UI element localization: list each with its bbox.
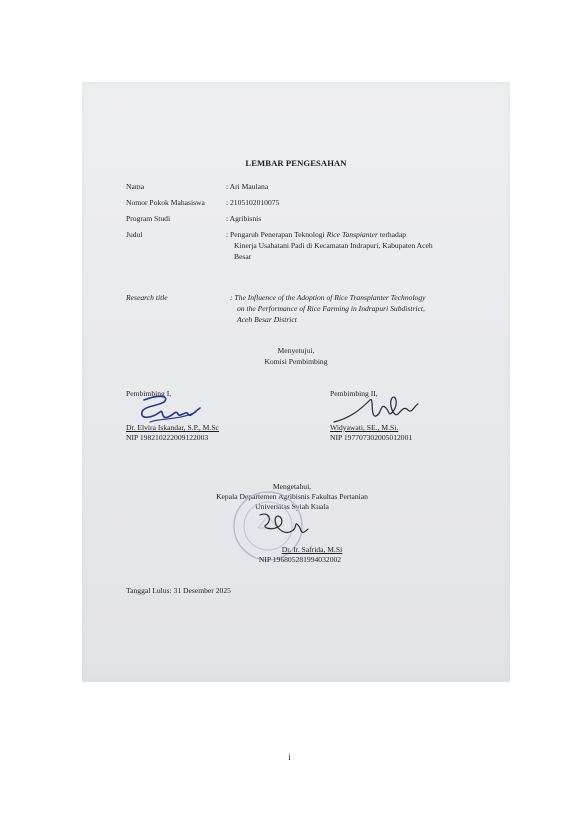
research-title-line2: on the Performance of Rice Farming in Indrapuri Subdistrict, xyxy=(237,304,425,313)
head-line1: Mengetahui, xyxy=(272,482,312,491)
field-value-program: : Agribisnis xyxy=(226,214,262,223)
field-value-judul-line2: Kinerja Usahatani Padi di Kecamatan Indrapuri, Kabupaten Aceh xyxy=(234,241,433,250)
head-line2: Kepala Departemen Agribisnis Fakultas Pertanian xyxy=(216,492,368,501)
field-label-judul: Judul xyxy=(126,230,143,239)
advisor2-name: Widyawati, SE., M.Si. xyxy=(330,423,399,432)
field-value-judul-line1: : Pengaruh Penerapan Teknologi Rice Tanspianter terhadap xyxy=(226,230,407,239)
field-value-judul-line3: Besar xyxy=(234,252,252,261)
advisor1-role: Pembimbing I, xyxy=(126,389,172,398)
advisor2-signature xyxy=(330,388,430,428)
head-line3: Universitas Syiah Kuala xyxy=(255,502,329,511)
research-title-line1: : The Influence of the Adoption of Rice Transplanter Technology xyxy=(230,293,426,302)
scanned-document xyxy=(82,82,510,682)
research-title-label: Research title xyxy=(126,293,168,302)
document-heading: LEMBAR PENGESAHAN xyxy=(245,158,347,168)
field-value-npm: : 2105102010075 xyxy=(226,198,280,207)
graduation-date: Tanggal Lulus: 31 Desember 2025 xyxy=(126,586,231,595)
head-name: Dr. Ir. Safrida, M.Si xyxy=(281,545,343,554)
head-nip: NIP 196805281994032002 xyxy=(258,555,342,564)
field-label-program: Program Studi xyxy=(126,214,171,223)
field-value-nama: : Ari Maulana xyxy=(226,182,269,191)
advisor1-nip: NIP 198210222009122003 xyxy=(126,433,209,442)
head-signature xyxy=(252,507,322,543)
research-title-line3: Aceh Besar District xyxy=(237,315,297,324)
advisor1-name: Dr. Elvira Iskandar, S.P., M.Sc xyxy=(126,423,219,432)
approval-line2: Komisi Pembimbing xyxy=(264,357,328,366)
field-label-nama: Nama xyxy=(126,182,145,191)
advisor2-nip: NIP 197707302005012001 xyxy=(330,433,413,442)
field-label-npm: Nomor Pokok Mahasiswa xyxy=(126,198,205,207)
approval-line1: Menyetujui, xyxy=(277,346,315,355)
page-number: i xyxy=(288,752,291,762)
advisor2-role: Pembimbing II, xyxy=(330,389,378,398)
